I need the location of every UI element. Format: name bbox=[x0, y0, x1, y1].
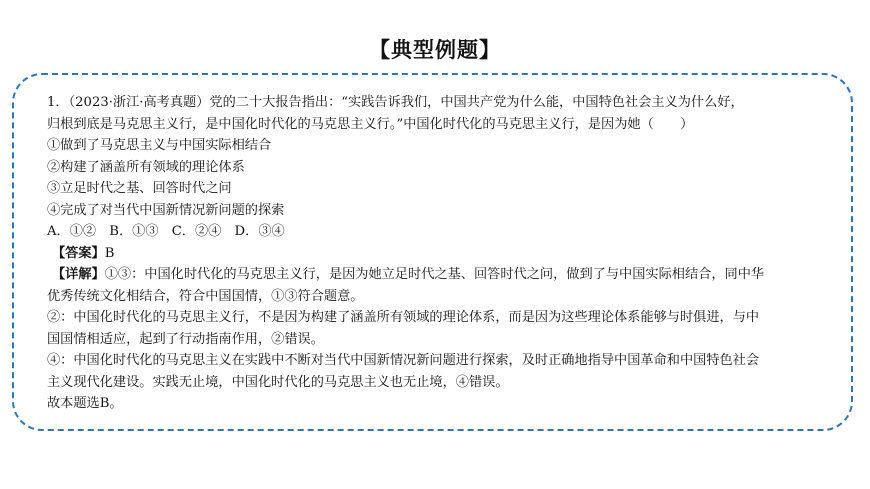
option-1: ①做到了马克思主义与中国实际相结合 bbox=[47, 138, 272, 153]
explanation-line-2: 优秀传统文化相结合，符合中国国情，①③符合题意。 bbox=[47, 288, 364, 304]
explanation-line-6: 主义现代化建设。实践无止境，中国化时代化的马克思主义也无止境，④错误。 bbox=[47, 374, 509, 390]
answer-value: B bbox=[104, 245, 115, 261]
question-stem-line-1: 1．（2023·浙江·高考真题）党的二十大报告指出：“实践告诉我们，中国共产党为什么能，中国特色社会主义为什么好， bbox=[47, 95, 744, 110]
answer-label: 【答案】 bbox=[52, 245, 105, 261]
option-3: ③立足时代之基、回答时代之问 bbox=[47, 181, 232, 196]
explanation-text-1: ①③：中国化时代化的马克思主义行，是因为她立足时代之基、回答时代之问，做到了与中国实际相结合，同中华 bbox=[104, 267, 765, 282]
answer-line bbox=[47, 243, 837, 265]
question-content bbox=[47, 92, 837, 415]
slide-title: 【典型例题】 bbox=[369, 38, 501, 62]
explanation-line-5: ④：中国化时代化的马克思主义在实践中不断对当代中国新情况新问题进行探索，及时正确地指导中国革命和中国特色社会 bbox=[47, 353, 760, 368]
explanation-line-4: 国国情相适应，起到了行动指南作用，②错误。 bbox=[47, 331, 324, 347]
explanation-conclusion: 故本题选B。 bbox=[47, 396, 123, 411]
explanation-line-3: ②：中国化时代化的马克思主义行，不是因为构建了涵盖所有领域的理论体系，而是因为这些理论体系能够与时俱进，与中 bbox=[47, 310, 760, 325]
explanation-label: 【详解】 bbox=[52, 267, 105, 282]
answer-choices: A．①② B．①③ C．②④ D．③④ bbox=[47, 224, 285, 239]
explanation-line-1 bbox=[47, 264, 837, 286]
question-stem-line-2: 归根到底是马克思主义行，是中国化时代化的马克思主义行。”中国化时代化的马克思主义行，是因为她（ ） bbox=[47, 116, 694, 132]
option-2: ②构建了涵盖所有领域的理论体系 bbox=[47, 159, 245, 175]
option-4: ④完成了对当代中国新情况新问题的探索 bbox=[47, 202, 285, 218]
